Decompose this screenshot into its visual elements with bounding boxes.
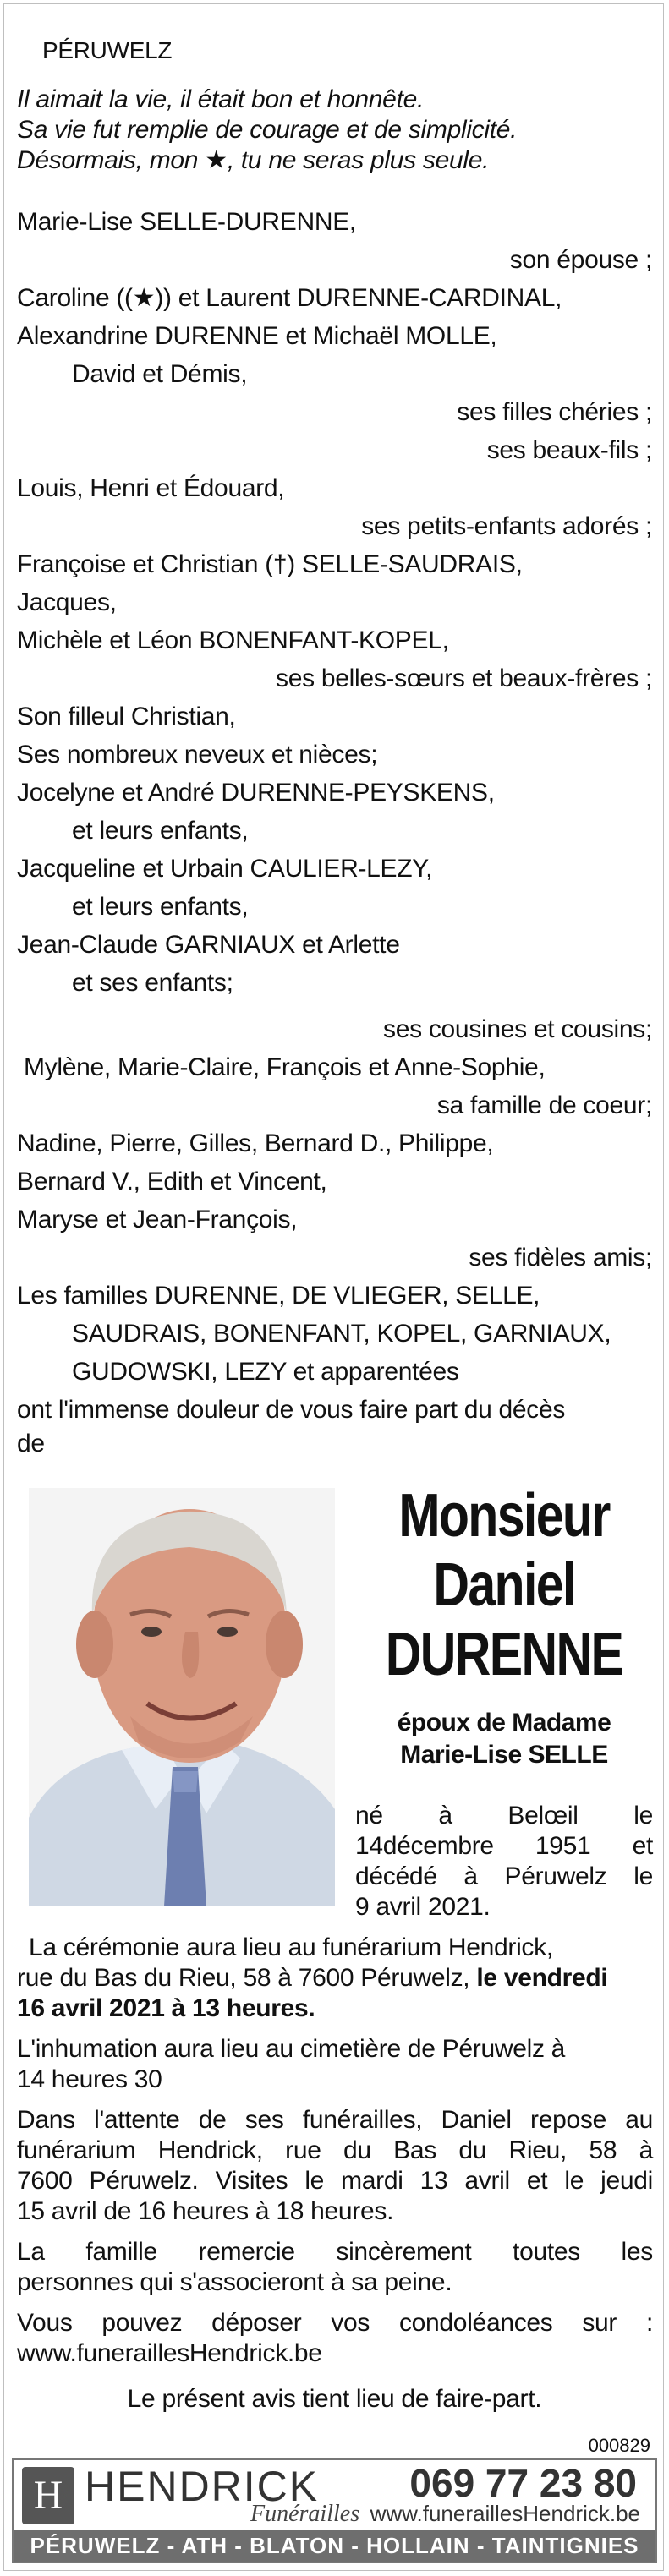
spouse-line-1: époux de Madame bbox=[397, 1709, 611, 1736]
birth-line-1: né à Belœil le bbox=[355, 1802, 653, 1829]
visit-line: funérarium Hendrick, rue du Bas du Rieu, 58 à bbox=[17, 2136, 653, 2164]
family-line: David et Démis, bbox=[72, 360, 248, 388]
family-line: ses cousines et cousins; bbox=[383, 1015, 652, 1043]
family-line: Nadine, Pierre, Gilles, Bernard D., Philippe, bbox=[17, 1129, 494, 1157]
family-line: Maryse et Jean-François, bbox=[17, 1206, 298, 1233]
family-line: ses petits-enfants adorés ; bbox=[361, 512, 652, 540]
burial-line: L'inhumation aura lieu au cimetière de Péruwelz à bbox=[17, 2035, 566, 2063]
family-line: Jacques, bbox=[17, 588, 117, 616]
family-line: SAUDRAIS, BONENFANT, KOPEL, GARNIAUX, bbox=[72, 1320, 611, 1348]
portrait-photo bbox=[29, 1488, 335, 1906]
family-line: Caroline ((★)) et Laurent DURENNE-CARDINAL, bbox=[17, 284, 562, 312]
family-line: son épouse ; bbox=[509, 246, 652, 274]
family-line: ses belles-sœurs et beaux-frères ; bbox=[276, 665, 652, 692]
condolences-link[interactable]: www.funeraillesHendrick.be bbox=[17, 2339, 322, 2367]
family-line: ont l'immense douleur de vous faire part du décès bbox=[17, 1396, 566, 1424]
family-line: sa famille de coeur; bbox=[436, 1091, 652, 1119]
visit-line: 7600 Péruwelz. Visites le mardi 13 avril et le jeudi bbox=[17, 2167, 653, 2195]
family-line: Son filleul Christian, bbox=[17, 703, 236, 730]
ceremony-day: le vendredi bbox=[476, 1964, 608, 1992]
hendrick-logo-icon: H bbox=[22, 2467, 74, 2524]
family-line: Jacqueline et Urbain CAULIER-LEZY, bbox=[17, 855, 433, 883]
family-line: ses fidèles amis; bbox=[469, 1244, 652, 1272]
thanks-line: personnes qui s'associeront à sa peine. bbox=[17, 2268, 452, 2296]
family-line: Ses nombreux neveux et nièces; bbox=[17, 741, 378, 768]
notice-footer-line: Le présent avis tient lieu de faire-part. bbox=[127, 2385, 542, 2413]
ceremony-line bbox=[17, 1963, 607, 1994]
family-line: Mylène, Marie-Claire, François et Anne-Sophie, bbox=[24, 1053, 546, 1081]
deceased-first-name: Daniel bbox=[433, 1551, 575, 1619]
spouse-line-2: Marie-Lise SELLE bbox=[400, 1741, 608, 1769]
family-line: de bbox=[17, 1430, 45, 1458]
family-line: Jocelyne et André DURENNE-PEYSKENS, bbox=[17, 779, 495, 807]
reference-number: 000829 bbox=[588, 2435, 650, 2456]
family-line: et leurs enfants, bbox=[72, 817, 249, 845]
burial-time: 14 heures 30 bbox=[17, 2065, 162, 2093]
poem-line-2: Sa vie fut remplie de courage et de simplicité. bbox=[17, 116, 518, 144]
family-line: GUDOWSKI, LEZY et apparentées bbox=[72, 1358, 459, 1386]
family-line: Marie-Lise SELLE-DURENNE, bbox=[17, 208, 356, 236]
poem-line-1: Il aimait la vie, il était bon et honnête. bbox=[17, 85, 425, 113]
family-line: Les familles DURENNE, DE VLIEGER, SELLE, bbox=[17, 1282, 540, 1310]
poem-line-3: Désormais, mon ★, tu ne seras plus seule. bbox=[17, 146, 490, 174]
website-link[interactable]: www.funeraillesHendrick.be bbox=[370, 2501, 640, 2526]
locations-bar: PÉRUWELZ - ATH - BLATON - HOLLAIN - TAINTIGNIES bbox=[14, 2530, 655, 2562]
family-line: et ses enfants; bbox=[72, 969, 233, 997]
birth-line-2: 14décembre 1951 et bbox=[355, 1832, 653, 1860]
deceased-title: Monsieur bbox=[398, 1482, 610, 1550]
family-line: Louis, Henri et Édouard, bbox=[17, 474, 285, 502]
birth-line-4: 9 avril 2021. bbox=[355, 1893, 491, 1921]
visit-line: 15 avril de 16 heures à 18 heures. bbox=[17, 2197, 394, 2225]
family-line: Alexandrine DURENNE et Michaël MOLLE, bbox=[17, 322, 497, 350]
thanks-line: La famille remercie sincèrement toutes les bbox=[17, 2238, 653, 2266]
family-line: Bernard V., Edith et Vincent, bbox=[17, 1168, 327, 1195]
family-line: ses beaux-fils ; bbox=[486, 436, 652, 464]
ceremony-address: rue du Bas du Rieu, 58 à 7600 Péruwelz, bbox=[17, 1964, 470, 1992]
family-line: Françoise et Christian (†) SELLE-SAUDRAIS, bbox=[17, 550, 523, 578]
deceased-last-name: DURENNE bbox=[385, 1621, 623, 1688]
phone-number[interactable]: 069 77 23 80 bbox=[409, 2461, 637, 2505]
funeral-home-banner bbox=[12, 2458, 657, 2563]
visit-line: Dans l'attente de ses funérailles, Daniel repose au bbox=[17, 2106, 653, 2134]
family-line: Jean-Claude GARNIAUX et Arlette bbox=[17, 931, 400, 959]
brand-name: HENDRICK bbox=[85, 2463, 320, 2510]
family-line: ses filles chéries ; bbox=[457, 398, 652, 426]
header-city: PÉRUWELZ bbox=[42, 37, 173, 63]
birth-line-3: décédé à Péruwelz le bbox=[355, 1862, 653, 1890]
portrait-illustration bbox=[29, 1488, 335, 1906]
brand-subtitle: Funérailles bbox=[250, 2501, 360, 2527]
condolences-line: Vous pouvez déposer vos condoléances sur : bbox=[17, 2309, 653, 2337]
ceremony-line: La cérémonie aura lieu au funérarium Hendrick, bbox=[29, 1933, 553, 1961]
deceased-name bbox=[355, 1481, 653, 1689]
family-line: et leurs enfants, bbox=[72, 893, 249, 921]
family-line: Michèle et Léon BONENFANT-KOPEL, bbox=[17, 626, 449, 654]
ceremony-date: 16 avril 2021 à 13 heures. bbox=[17, 1994, 315, 2022]
banner-top bbox=[14, 2460, 655, 2530]
